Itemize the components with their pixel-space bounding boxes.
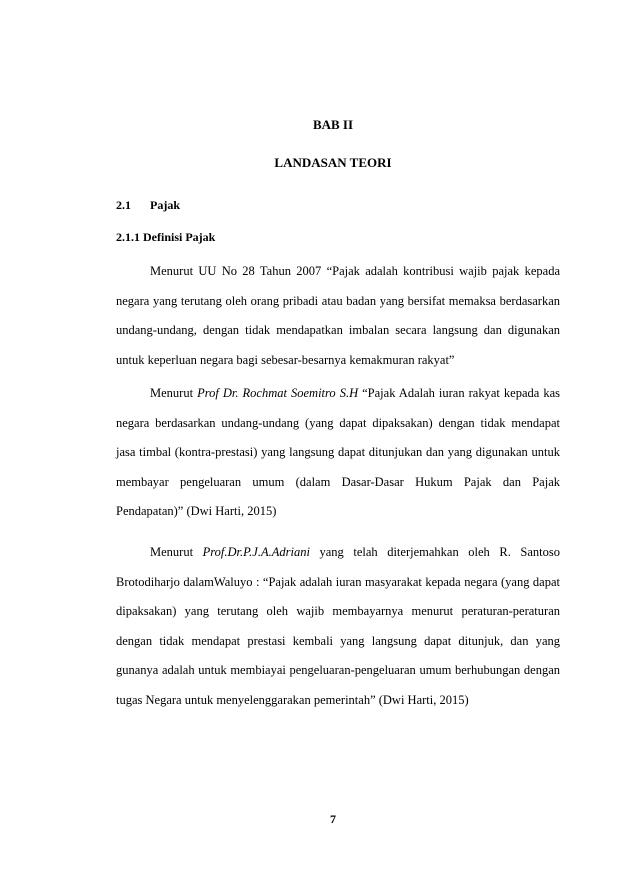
cited-author: Prof Dr. Rochmat Soemitro S.H xyxy=(197,386,359,400)
cited-author: Prof.Dr.P.J.A.Adriani xyxy=(202,545,310,559)
paragraph-text xyxy=(116,538,560,715)
section-heading-2-1-1 xyxy=(116,230,215,245)
chapter-title: LANDASAN TEORI xyxy=(274,155,392,170)
paragraph-lead: Menurut xyxy=(150,386,198,400)
section-title: Definisi Pajak xyxy=(143,230,216,244)
page-number: 7 xyxy=(330,812,336,826)
paragraph-3 xyxy=(116,538,560,715)
section-heading-2-1 xyxy=(116,198,180,213)
paragraph-lead: Menurut xyxy=(150,545,203,559)
paragraph-text: Menurut UU No 28 Tahun 2007 “Pajak adalah kontribusi wajib pajak kepada negara yang terutang oleh orang pribadi atau badan yang bersifat memaksa berdasarkan undang-undang, dengan tidak mendapatkan imbalan secara langsung dan digunakan untuk keperluan negara bagi sebesar-besarnya kemakmuran rakyat” xyxy=(116,264,560,367)
chapter-label: BAB II xyxy=(312,117,354,132)
paragraph-1 xyxy=(116,257,560,375)
paragraph-rest: “Pajak Adalah iuran rakyat kepada kas negara berdasarkan undang-undang (yang dapat dipaksakan) dengan tidak mendapat jasa timbal (kontra-prestasi) yang langsung dapat ditunjukan dan yang digunakan untuk membayar pengeluaran umum (dalam Dasar-Dasar Hukum Pajak dan Pajak Pendapatan)” (Dwi Harti, 2015) xyxy=(116,386,560,518)
section-title: Pajak xyxy=(150,198,180,212)
paragraph-text xyxy=(116,379,560,527)
section-number: 2.1 xyxy=(116,198,131,212)
paragraph-2 xyxy=(116,379,560,527)
paragraph-rest: yang telah diterjemahkan oleh R. Santoso Brotodiharjo dalamWaluyo : “Pajak adalah iuran masyarakat kepada negara (yang dapat dipaksakan) yang terutang oleh wajib membayarnya menurut peraturan-peraturan dengan tidak mendapat prestasi kembali yang langsung dapat ditunjuk, dan yang gunanya adalah untuk membiayai pengeluaran-pengeluaran umum berhubungan dengan tugas Negara untuk menyelenggarakan pemerintah” (Dwi Harti, 2015) xyxy=(116,545,560,707)
section-number: 2.1.1 xyxy=(116,230,140,244)
